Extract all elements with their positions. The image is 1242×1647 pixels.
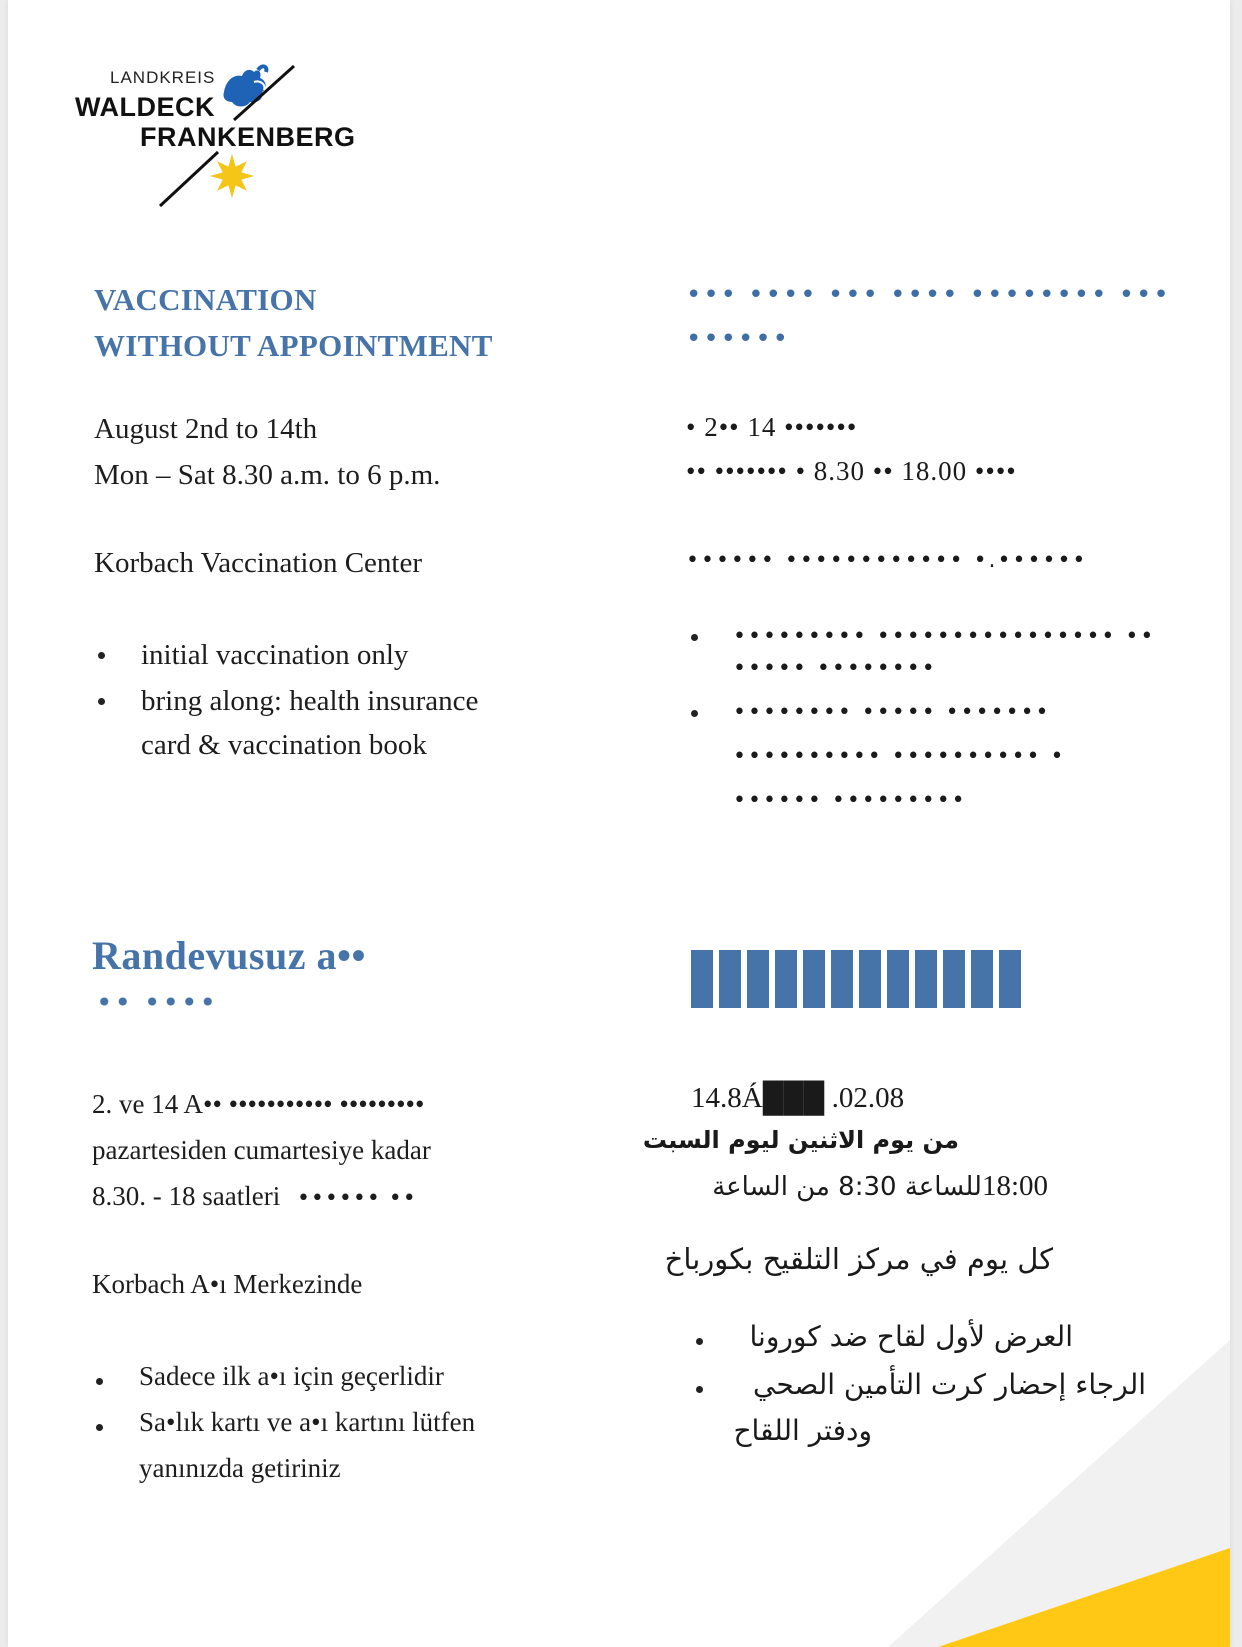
garbled-bullet2-c: •••••• ••••••••• <box>733 788 967 813</box>
arabic-hours-end: 18:00 <box>981 1170 1048 1202</box>
garbled-bullet2-a: •••••••• ••••• ••••••• <box>733 700 1051 725</box>
arabic-bullet-2: الرجاء إحضار كرت التأمين الصحي <box>753 1368 1146 1401</box>
turkish-bullet-2: Sa•lık kartı ve a•ı kartını lütfen <box>139 1407 476 1437</box>
english-location: Korbach Vaccination Center <box>94 547 423 579</box>
english-date-line1: August 2nd to 14th <box>94 413 318 445</box>
garbled-title-line1: ••• •••• ••• •••• •••••••• ••• <box>686 280 1171 310</box>
logo-waldeck-text: WALDECK <box>75 92 215 122</box>
english-title-line1: VACCINATION <box>94 282 317 317</box>
turkish-title-line1: Randevusuz a•• <box>92 933 366 978</box>
arabic-days: من يوم الاثنين ليوم السبت <box>642 1126 959 1154</box>
turkish-title-line2: •• •••• <box>96 986 218 1019</box>
garbled-bullet1-a: ••••••••• •••••••••••••••• •• <box>733 624 1156 649</box>
arabic-hours-text: للساعة 8:30 من الساعة <box>712 1172 982 1202</box>
turkish-location: Korbach A•ı Merkezinde <box>92 1269 363 1299</box>
garbled-location: •••••• •••••••••••• •.•••••• <box>686 548 1088 573</box>
corner-decoration <box>8 0 1230 1647</box>
arabic-bullet-2-cont: ودفتر اللقاح <box>733 1414 872 1447</box>
english-bullet-2-cont: card & vaccination book <box>141 729 427 761</box>
garbled-date-line2: •• ••••••• • 8.30 •• 18.00 •••• <box>686 456 1017 486</box>
arabic-bullet-1: العرض لأول لقاح ضد كورونا <box>749 1320 1073 1353</box>
garbled-date-line1: • 2•• 14 ••••••• <box>686 412 858 442</box>
turkish-hours-garble: •••••• •• <box>296 1186 417 1211</box>
arabic-date-line: 14.8Á███ .02.08 <box>691 1082 905 1114</box>
english-bullet-2: bring along: health insurance <box>141 685 479 717</box>
english-bullet-1: initial vaccination only <box>141 639 409 671</box>
turkish-hours: 8.30. - 18 saatleri <box>92 1181 281 1211</box>
arabic-location: كل يوم في مركز التلقيح بكورباخ <box>664 1242 1053 1276</box>
turkish-bullet-2-cont: yanınızda getiriniz <box>139 1453 341 1483</box>
garbled-bullet1-b: ••••• •••••••• <box>733 656 937 681</box>
logo-landkreis-text: LANDKREIS <box>110 68 216 87</box>
flyer-page <box>8 0 1230 1647</box>
turkish-bullet-1: Sadece ilk a•ı için geçerlidir <box>139 1361 444 1391</box>
turkish-date-line2: pazartesiden cumartesiye kadar <box>92 1135 431 1165</box>
garbled-bullet2-b: •••••••••• •••••••••• • <box>733 744 1066 769</box>
english-title-line2: WITHOUT APPOINTMENT <box>94 328 493 363</box>
english-date-line2: Mon – Sat 8.30 a.m. to 6 p.m. <box>94 459 441 491</box>
turkish-date-line1: 2. ve 14 A•• ••••••••••• ••••••••• <box>92 1089 425 1119</box>
garbled-title-line2: •••••• <box>686 324 791 354</box>
logo-frankenberg-text: FRANKENBERG <box>140 122 356 152</box>
